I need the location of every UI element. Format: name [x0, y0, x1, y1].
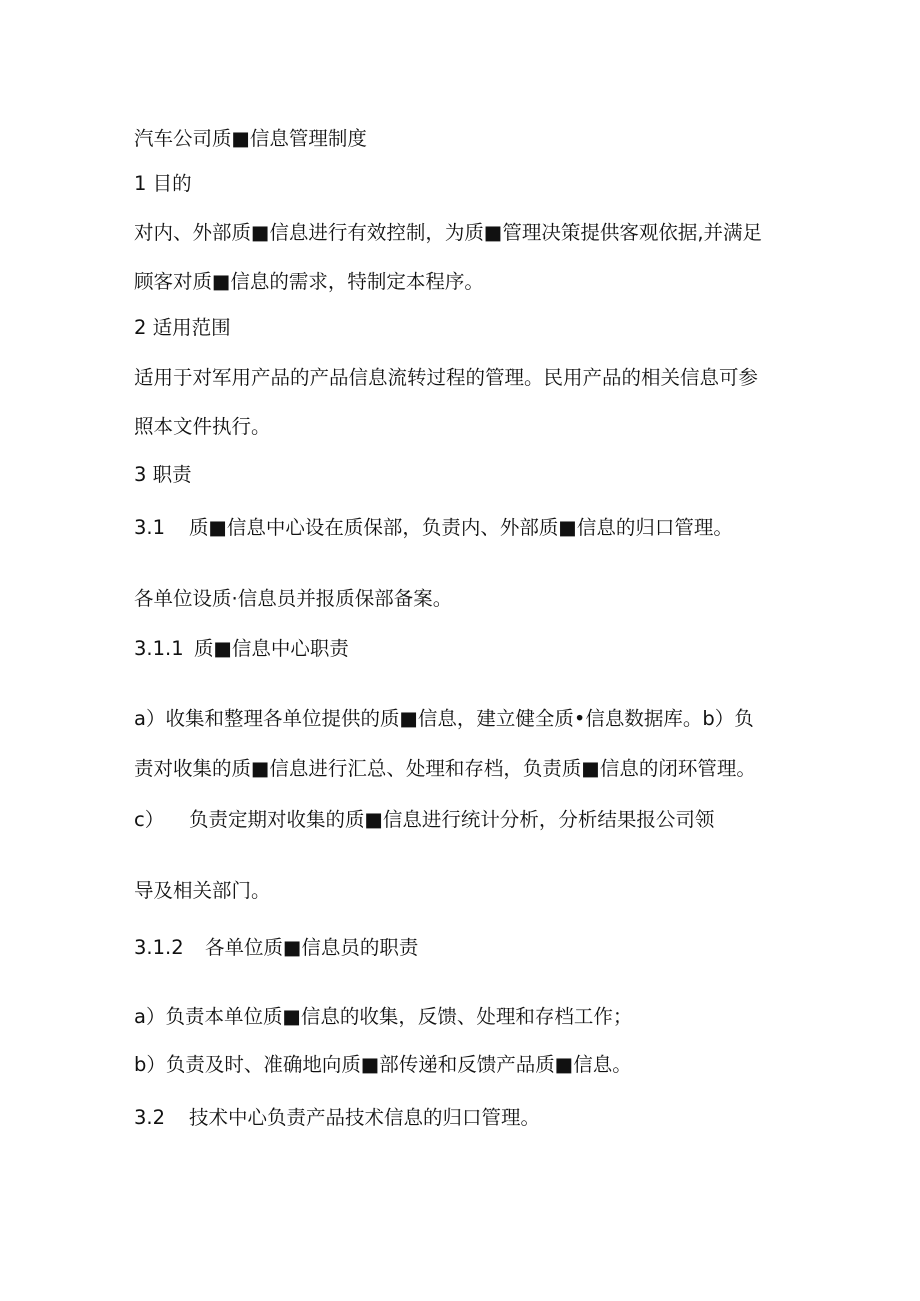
section-3-1-2 — [134, 936, 418, 960]
item-c-continuation: 导及相关部门。 — [134, 879, 271, 902]
section-number: 3.1.2 — [134, 936, 184, 959]
item-text: 负责定期对收集的质■信息进行统计分析，分析结果报公司领 — [189, 808, 715, 831]
item-label: c） — [134, 808, 165, 831]
document-title: 汽车公司质■信息管理制度 — [134, 127, 367, 150]
item-ab-line-1: a）收集和整理各单位提供的质■信息，建立健全质•信息数据库。b）负 — [134, 707, 754, 730]
item-a: a）负责本单位质■信息的收集，反馈、处理和存档工作； — [134, 1005, 633, 1028]
section-number: 3.1 — [134, 516, 166, 539]
heading-scope: 2 适用范围 — [134, 316, 231, 339]
heading-purpose: 1 目的 — [134, 172, 192, 195]
item-ab-line-2: 责对收集的质■信息进行汇总、处理和存档，负责质■信息的闭环管理。 — [134, 757, 756, 780]
section-title: 各单位质■信息员的职责 — [205, 936, 419, 959]
section-number: 3.1.1 — [134, 637, 184, 660]
purpose-line-1: 对内、外部质■信息进行有效控制，为质■管理决策提供客观依据,并满足 — [134, 221, 763, 244]
purpose-line-2: 顾客对质■信息的需求，特制定本程序。 — [134, 270, 484, 293]
section-3-2 — [134, 1106, 540, 1130]
item-c — [134, 808, 714, 832]
section-text: 质■信息中心设在质保部，负责内、外部质■信息的归口管理。 — [189, 516, 733, 539]
heading-responsibilities: 3 职责 — [134, 463, 192, 486]
section-3-1-1 — [134, 637, 349, 661]
section-3-1 — [134, 516, 733, 540]
section-3-1-continuation: 各单位设质·信息员并报质保部备案。 — [134, 587, 453, 610]
section-title: 质■信息中心职责 — [194, 637, 349, 660]
section-text: 技术中心负责产品技术信息的归口管理。 — [189, 1106, 541, 1129]
scope-line-2: 照本文件执行。 — [134, 415, 271, 438]
scope-line-1: 适用于对军用产品的产品信息流转过程的管理。民用产品的相关信息可参 — [134, 366, 759, 389]
item-b: b）负责及时、准确地向质■部传递和反馈产品质■信息。 — [134, 1053, 632, 1076]
section-number: 3.2 — [134, 1106, 166, 1129]
